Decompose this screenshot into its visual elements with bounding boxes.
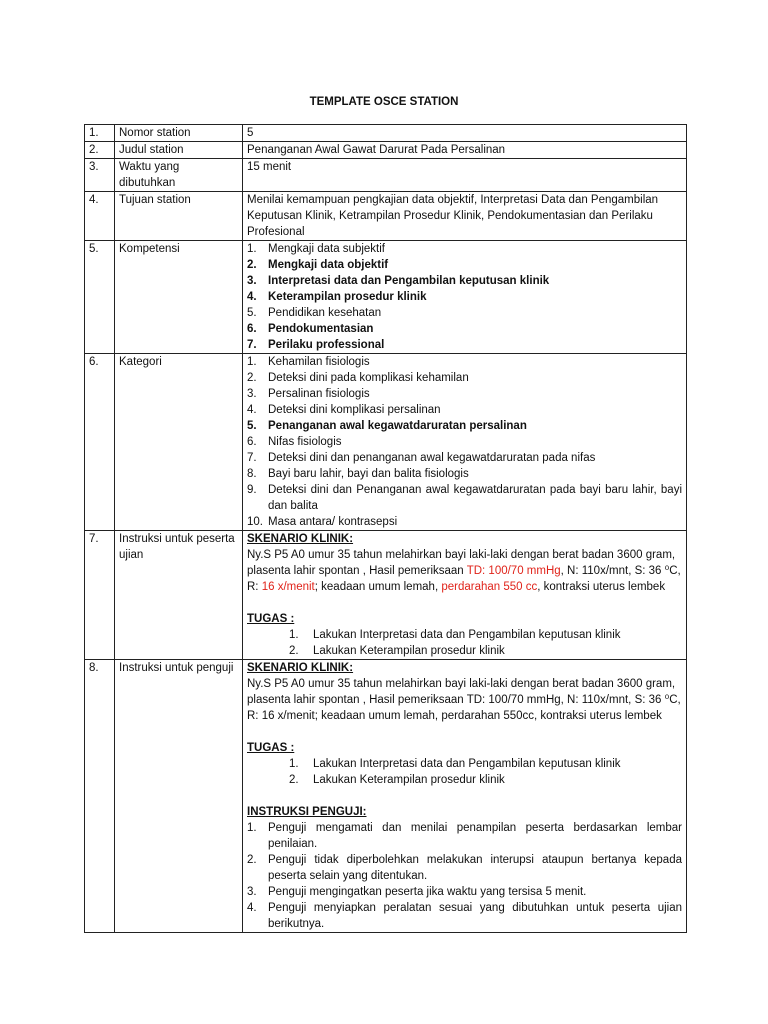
r-value: 16 x/menit [261, 581, 315, 593]
list-item: 8. Bayi baru lahir, bayi dan balita fisiologis [247, 468, 469, 480]
row-kategori [85, 354, 687, 531]
kompetensi-list [247, 241, 682, 353]
row-label: Tujuan station [115, 192, 243, 241]
perdarahan-value: perdarahan 550 cc [441, 581, 538, 593]
list-item: 4. Penguji menyiapkan peralatan sesuai yang dibutuhkan untuk peserta ujian berikutnya. [247, 902, 682, 930]
row-label: Instruksi untuk penguji [115, 660, 243, 933]
list-item: 3. Penguji mengingatkan peserta jika waktu yang tersisa 5 menit. [247, 886, 587, 898]
list-item: 1. Penguji mengamati dan menilai penampilan peserta berdasarkan lembar penilaian. [247, 822, 682, 850]
list-item: 6. Nifas fisiologis [247, 436, 342, 448]
tugas-list [247, 627, 682, 659]
row-kompetensi [85, 241, 687, 354]
list-item: 2. Lakukan Keterampilan prosedur klinik [289, 774, 505, 786]
row-instruksi-peserta [85, 531, 687, 660]
list-item: 7. Perilaku professional [247, 339, 385, 351]
row-instruksi-penguji [85, 660, 687, 933]
row-number: 7. [85, 531, 115, 660]
tugas-heading: TUGAS : [247, 613, 295, 625]
row-value [243, 660, 687, 933]
list-item: 2. Mengkaji data objektif [247, 259, 389, 271]
list-item: 1. Mengkaji data subjektif [247, 243, 385, 255]
kategori-list [247, 354, 682, 530]
row-label: Kategori [115, 354, 243, 531]
row-value [243, 354, 687, 531]
row-value [243, 531, 687, 660]
row-value: Menilai kemampuan pengkajian data objektif, Interpretasi Data dan Pengambilan Keputusan Klinik, Ketrampilan Prosedur Klinik, Pendokumentasian dan Perilaku Profesional [243, 192, 687, 241]
list-item: 5. Pendidikan kesehatan [247, 307, 382, 319]
row-number: 3. [85, 159, 115, 192]
row-number: 6. [85, 354, 115, 531]
list-item: 3. Interpretasi data dan Pengambilan keputusan klinik [247, 275, 550, 287]
list-item: 4. Deteksi dini komplikasi persalinan [247, 404, 441, 416]
row-value [243, 241, 687, 354]
skenario-text: Ny.S P5 A0 umur 35 tahun melahirkan bayi laki-laki dengan berat badan 3600 gram, plasenta lahir spontan , Hasil pemeriksaan TD: 100/70 mmHg, N: 110x/mnt, S: 36 ⁰C, R: 16 x/menit; keadaan umum lemah, perdarahan 550 cc, kontraksi uterus lembek [247, 549, 681, 593]
row-judul-station [85, 142, 687, 159]
list-item: 6. Pendokumentasian [247, 323, 374, 335]
row-label: Nomor station [115, 125, 243, 142]
row-label: Kompetensi [115, 241, 243, 354]
row-number: 5. [85, 241, 115, 354]
td-value: TD: 100/70 mmHg [466, 565, 561, 577]
list-item: 3. Persalinan fisiologis [247, 388, 370, 400]
row-label: Waktu yang dibutuhkan [115, 159, 243, 192]
row-number: 2. [85, 142, 115, 159]
instruksi-penguji-list [247, 820, 682, 932]
row-number: 4. [85, 192, 115, 241]
document-title: TEMPLATE OSCE STATION [309, 96, 459, 108]
tugas-heading: TUGAS : [247, 742, 295, 754]
list-item: 4. Keterampilan prosedur klinik [247, 291, 427, 303]
row-waktu [85, 159, 687, 192]
row-nomor-station [85, 125, 687, 142]
row-number: 1. [85, 125, 115, 142]
row-number: 8. [85, 660, 115, 933]
list-item: 10. Masa antara/ kontrasepsi [247, 516, 398, 528]
list-item: 2. Penguji tidak diperbolehkan melakukan interupsi ataupun bertanya kepada peserta selain yang ditentukan. [247, 854, 682, 882]
skenario-heading: SKENARIO KLINIK: [247, 662, 354, 674]
list-item: 2. Deteksi dini pada komplikasi kehamilan [247, 372, 469, 384]
row-tujuan-station [85, 192, 687, 241]
instruksi-penguji-heading: INSTRUKSI PENGUJI: [247, 806, 367, 818]
row-label: Instruksi untuk peserta ujian [115, 531, 243, 660]
osce-table [84, 124, 687, 933]
list-item: 7. Deteksi dini dan penanganan awal kegawatdaruratan pada nifas [247, 452, 596, 464]
row-value: 15 menit [243, 159, 687, 192]
list-item: 5. Penanganan awal kegawatdaruratan persalinan [247, 420, 527, 432]
row-value: 5 [243, 125, 687, 142]
skenario-text: Ny.S P5 A0 umur 35 tahun melahirkan bayi laki-laki dengan berat badan 3600 gram, plasenta lahir spontan , Hasil pemeriksaan TD: 100/70 mmHg, N: 110x/mnt, S: 36 ⁰C, R: 16 x/menit; keadaan umum lemah, perdarahan 550cc, kontraksi uterus lembek [247, 678, 681, 722]
row-value: Penanganan Awal Gawat Darurat Pada Persalinan [243, 142, 687, 159]
list-item: 1. Lakukan Interpretasi data dan Pengambilan keputusan klinik [289, 629, 621, 641]
tugas-list [247, 756, 682, 788]
list-item: 1. Lakukan Interpretasi data dan Pengambilan keputusan klinik [289, 758, 621, 770]
list-item: 2. Lakukan Keterampilan prosedur klinik [289, 645, 505, 657]
list-item: 9. Deteksi dini dan Penanganan awal kegawatdaruratan pada bayi baru lahir, bayi dan balita [247, 484, 682, 512]
list-item: 1. Kehamilan fisiologis [247, 356, 370, 368]
skenario-heading: SKENARIO KLINIK: [247, 533, 354, 545]
row-label: Judul station [115, 142, 243, 159]
